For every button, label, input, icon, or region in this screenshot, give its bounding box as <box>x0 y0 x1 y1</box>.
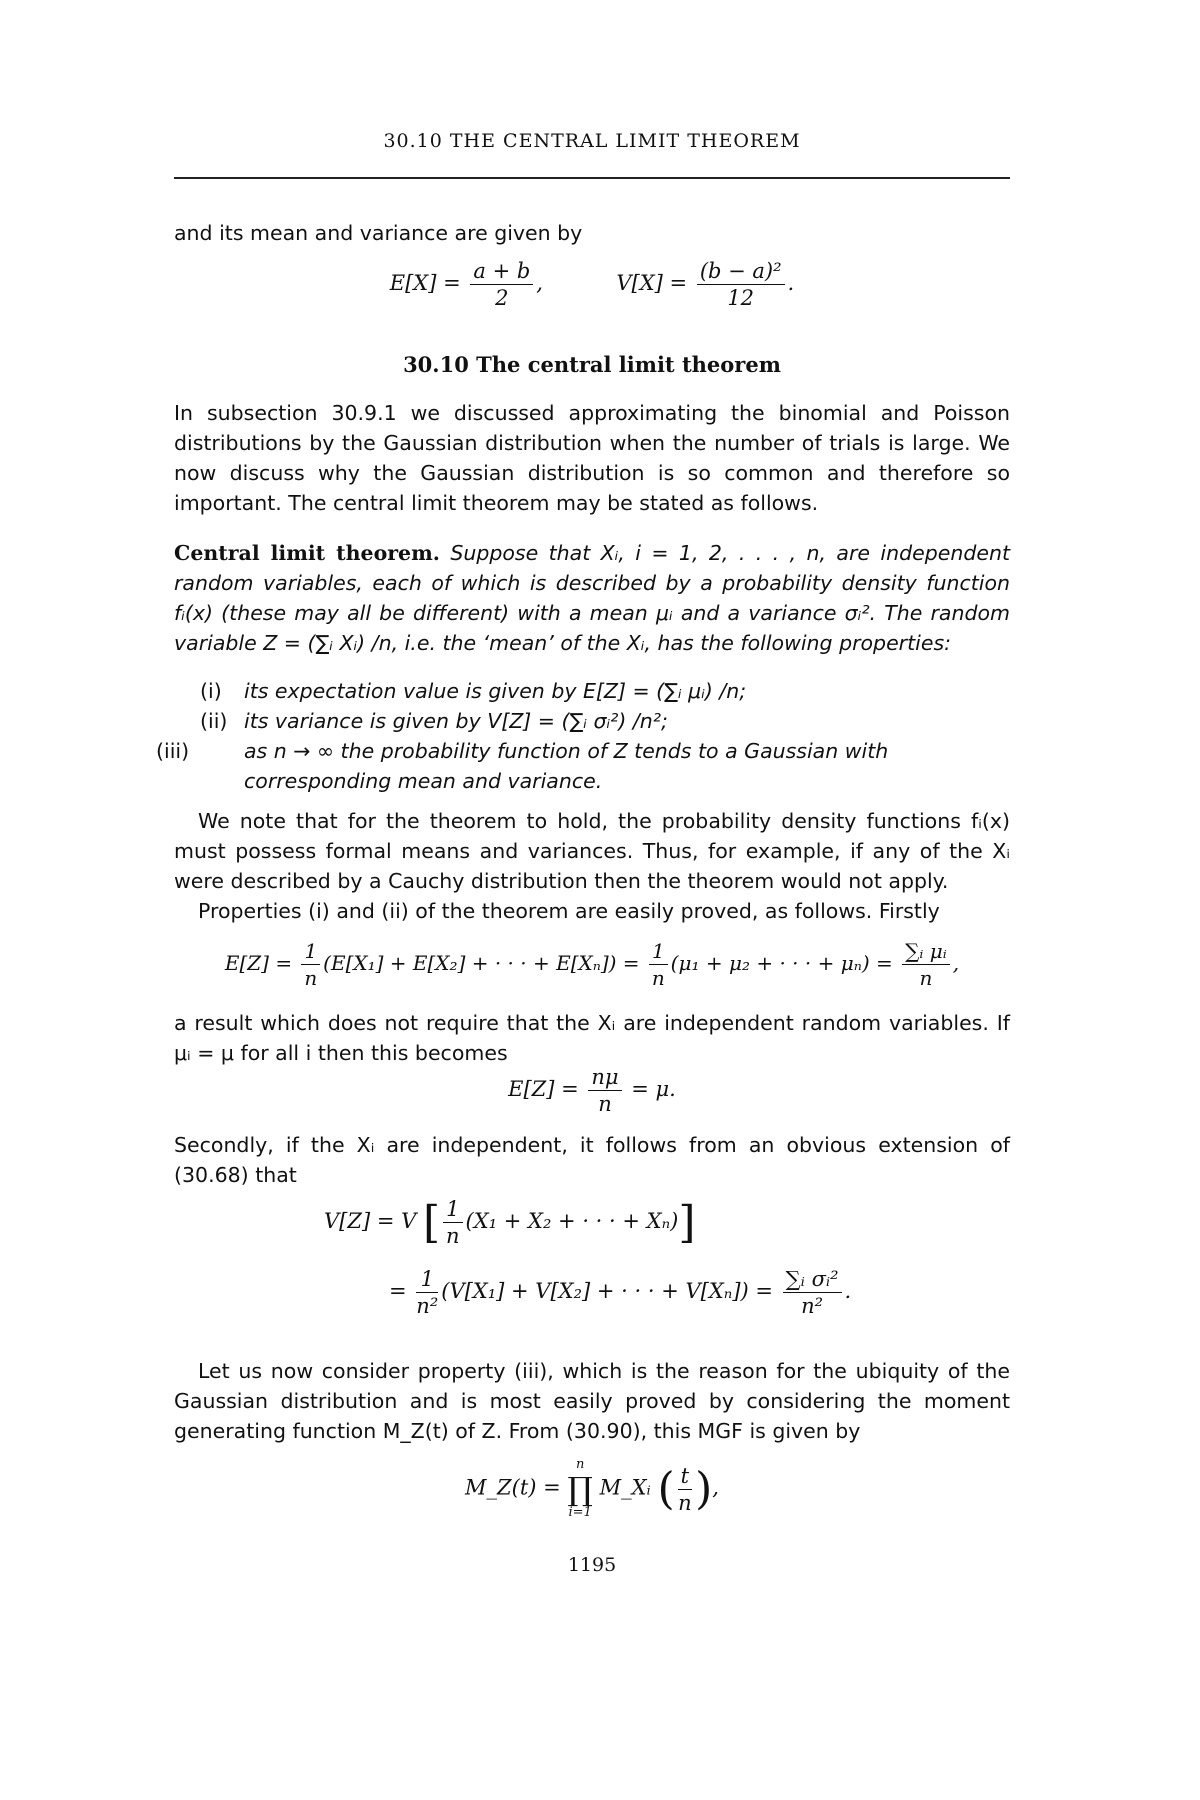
theorem-statement <box>174 538 1010 658</box>
equation-variance-line1: V[Z] = V [ $\frac{1}{n}$ (X₁ + X₂ + · · · + Xₙ)] <box>324 1197 696 1248</box>
theorem-item-3: (iii) as n → ∞ the probability function of Z tends to a Gaussian with corresponding mean and variance. <box>156 739 889 793</box>
theorem-item-1: (i) its expectation value is given by E[Z] = (∑ᵢ μᵢ) /n; <box>200 679 747 703</box>
equation-variance-line2: = $\frac{1}{\text{n²}}$ (V[X₁] + V[X₂] + · · · + V[Xₙ]) = $\frac{\text{∑ᵢ σᵢ²}}{\text{n²}}$ . <box>389 1267 852 1318</box>
intro-text: and its mean and variance are given by <box>174 221 583 245</box>
eq-lhs-variance: V[X] = <box>616 271 688 295</box>
section-title: 30.10 The central limit theorem <box>403 352 781 377</box>
paragraph-intro: In subsection 30.9.1 we discussed approximating the binomial and Poisson distributions by the Gaussian distribution when the number of trials is large. We now discuss why the Gaussian distribution is so common and therefore so important. The central limit theorem may be stated as follows. <box>174 401 1010 515</box>
header-rule <box>174 177 1010 179</box>
paragraph-secondly: Secondly, if the Xᵢ are independent, it follows from an obvious extension of (30.68) that <box>174 1133 1010 1187</box>
theorem-head: Central limit theorem. <box>174 541 440 565</box>
frac-variance: $\frac{\text{(b − a)²}}{12}$ <box>697 258 785 311</box>
paragraph-proof-intro: Properties (i) and (ii) of the theorem are easily proved, as follows. Firstly <box>198 899 940 923</box>
theorem-item-2: (ii) its variance is given by V[Z] = (∑ᵢ σᵢ²) /n²; <box>200 709 668 733</box>
paragraph-note: We note that for the theorem to hold, the probability density functions fᵢ(x) must possess formal means and variances. Thus, for example, if any of the Xᵢ were described by a Cauchy distribution then the theorem would not apply. <box>174 809 1010 893</box>
equation-expectation: E[Z] = $\frac{1}{n}$ (E[X₁] + E[X₂] + · · · + E[Xₙ]) = $\frac{1}{n}$ (μ₁ + μ₂ + · · · + μₙ) = $\frac{\text{∑ᵢ μᵢ}}{n}$ , <box>224 939 960 990</box>
theorem-body: Suppose that Xᵢ, i = 1, 2, . . . , n, are independent random variables, each of which is described by a probability density function fᵢ(x) (these may all be different) with a mean μᵢ and a variance σᵢ². The random variable Z = (∑ᵢ Xᵢ) /n, i.e. the ‘mean’ of the Xᵢ, has the following properties: <box>174 541 1010 655</box>
paragraph-independence: a result which does not require that the Xᵢ are independent random variables. If μᵢ = μ for all i then this becomes <box>174 1011 1010 1065</box>
eq-lhs-mean: E[X] = <box>389 271 461 295</box>
running-head: 30.10 THE CENTRAL LIMIT THEOREM <box>383 130 801 152</box>
page-number: 1195 <box>567 1554 617 1576</box>
equation-mgf: M_Z(t) = n ∏ i=1 M_Xᵢ ( $\frac{t}{n}$ ), <box>465 1457 719 1520</box>
equation-uniform-moments: E[X] = $\frac{a + b}{2}$ , V[X] = $\frac{\text{(b − a)²}}{12}$ . <box>389 259 795 310</box>
frac-mean: $\frac{a + b}{2}$ <box>470 258 533 311</box>
paragraph-property-iii: Let us now consider property (iii), which is the reason for the ubiquity of the Gaussian distribution and is most easily proved by considering the moment generating function M_Z(t) of Z. From (30.90), this MGF is given by <box>174 1359 1010 1443</box>
equation-mean-mu: E[Z] = $\frac{n\mu}{n}$ = μ. <box>508 1065 676 1116</box>
product-operator: n ∏ i=1 <box>567 1457 593 1520</box>
